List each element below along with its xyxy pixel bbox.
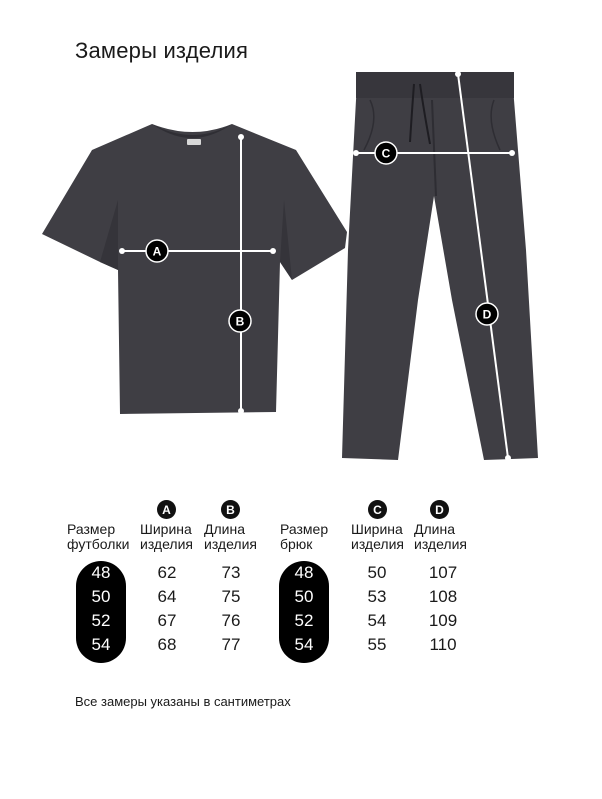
pants-size-50: 50 bbox=[294, 587, 314, 606]
tshirt-length-value: 77 bbox=[221, 635, 241, 654]
pants-width-value: 54 bbox=[367, 611, 387, 630]
tshirt-width-header: Ширина изделия bbox=[140, 521, 193, 552]
pants-length-value: 110 bbox=[429, 635, 457, 654]
pants-length-value: 107 bbox=[428, 563, 458, 582]
tshirt-width-value: 68 bbox=[157, 635, 177, 654]
pants-width-value: 50 bbox=[367, 563, 387, 582]
tshirt-size-52: 52 bbox=[91, 611, 111, 630]
pants-size-header: Размер брюк bbox=[280, 521, 329, 552]
header-marker-c: C bbox=[368, 500, 387, 519]
tshirt-width-value: 67 bbox=[157, 611, 177, 630]
tshirt-size-header: Размер футболки bbox=[67, 521, 130, 552]
pants-width-value: 55 bbox=[367, 635, 387, 654]
pants-width-header: Ширина изделия bbox=[351, 521, 404, 552]
tshirt-width-value: 62 bbox=[157, 563, 177, 582]
tshirt-length-value: 75 bbox=[221, 587, 241, 606]
pants-size-52: 52 bbox=[294, 611, 314, 630]
tshirt-length-header: Длина изделия bbox=[204, 521, 257, 552]
marker-b-label: B bbox=[235, 314, 245, 329]
pants-width-value: 53 bbox=[367, 587, 387, 606]
header-marker-a: A bbox=[157, 500, 176, 519]
tshirt-length-value: 73 bbox=[221, 563, 241, 582]
footnote: Все замеры указаны в сантиметрах bbox=[75, 694, 291, 709]
pants-image bbox=[342, 72, 538, 460]
tshirt-image bbox=[42, 124, 347, 414]
tshirt-length-value: 76 bbox=[221, 611, 241, 630]
marker-a-label: A bbox=[152, 244, 162, 259]
pants-length-header: Длина изделия bbox=[414, 521, 467, 552]
pants-size-54: 54 bbox=[294, 635, 314, 654]
header-marker-b: B bbox=[221, 500, 240, 519]
page-title: Замеры изделия bbox=[75, 38, 249, 63]
pants-length-value: 108 bbox=[428, 587, 458, 606]
marker-c-label: C bbox=[381, 146, 391, 161]
tshirt-size-48: 48 bbox=[91, 563, 111, 582]
tshirt-size-54: 54 bbox=[91, 635, 111, 654]
marker-d-label: D bbox=[482, 307, 492, 322]
tshirt-width-value: 64 bbox=[157, 587, 177, 606]
pants-length-value: 109 bbox=[428, 611, 458, 630]
pants-size-48: 48 bbox=[294, 563, 314, 582]
header-marker-d: D bbox=[430, 500, 449, 519]
tshirt-size-50: 50 bbox=[91, 587, 111, 606]
